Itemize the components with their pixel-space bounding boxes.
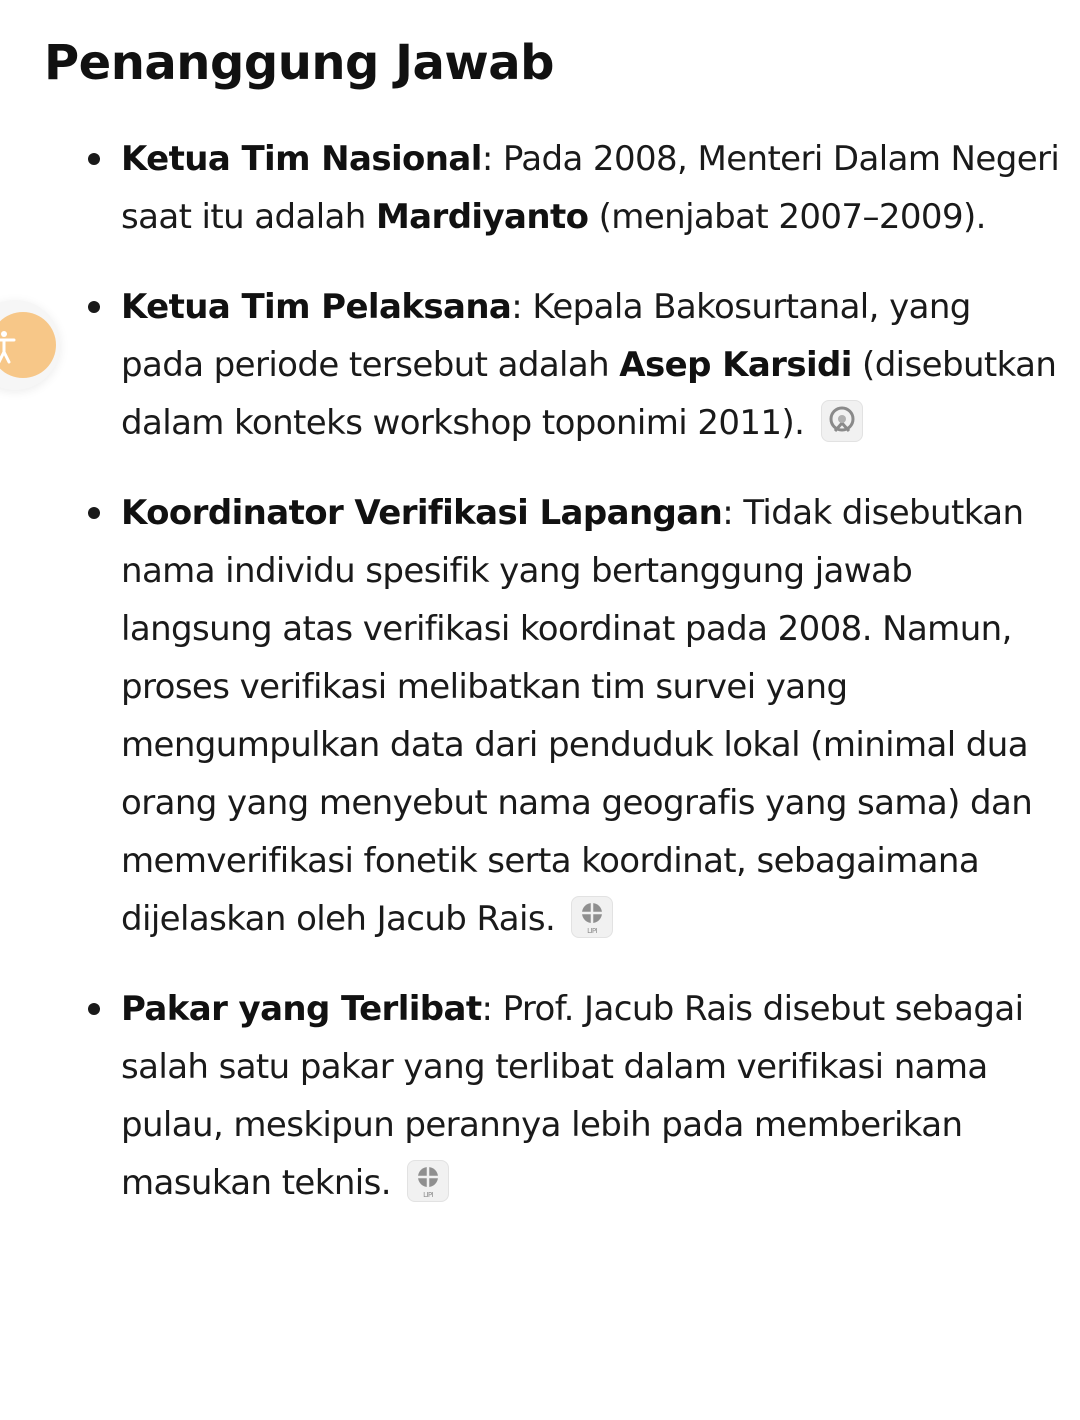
bullet-icon [88, 301, 100, 313]
item-label: Koordinator Verifikasi Lapangan [121, 493, 723, 533]
lipi-logo-text: LIPI [587, 926, 598, 935]
bullet-icon [88, 507, 100, 519]
item-text: : Kepala Bakosurtanal, yang pada periode tersebut adalah [121, 287, 971, 385]
list-item [0, 130, 1080, 246]
list-item [0, 980, 1080, 1212]
bullet-icon [88, 1003, 100, 1015]
source-citation-icon[interactable] [821, 400, 863, 442]
page-title: Penanggung Jawab [44, 35, 554, 91]
item-label: Ketua Tim Nasional [121, 139, 482, 179]
item-text-end: (menjabat 2007–2009). [588, 197, 986, 237]
item-label: Pakar yang Terlibat [121, 989, 482, 1029]
item-emphasis: Mardiyanto [375, 197, 589, 237]
source-citation-icon[interactable] [571, 896, 613, 938]
item-label: Ketua Tim Pelaksana [121, 287, 512, 327]
bullet-icon [88, 153, 100, 165]
source-citation-icon[interactable] [407, 1160, 449, 1202]
item-text: : Pada 2008, Menteri Dalam Negeri saat itu adalah [121, 139, 1060, 237]
lipi-logo-text: LIPI [423, 1190, 434, 1199]
item-emphasis: Asep Karsidi [619, 345, 852, 385]
item-text: : Tidak disebutkan nama individu spesifik yang bertanggung jawab langsung atas verifikasi koordinat pada 2008. Namun, proses verifikasi melibatkan tim survei yang mengumpulkan data dari penduduk lokal (minimal dua orang yang menyebut nama geografis yang sama) dan memverifikasi fonetik serta koordinat, sebagaimana dijelaskan oleh Jacub Rais. [121, 493, 1033, 939]
item-text-end: (disebutkan dalam konteks workshop toponimi 2011). [121, 345, 1057, 443]
responsibility-list [0, 130, 1080, 1244]
item-text: : Prof. Jacub Rais disebut sebagai salah satu pakar yang terlibat dalam verifikasi nama pulau, meskipun perannya lebih pada memberikan masukan teknis. [121, 989, 1024, 1203]
list-item [0, 484, 1080, 948]
list-item [0, 278, 1080, 452]
